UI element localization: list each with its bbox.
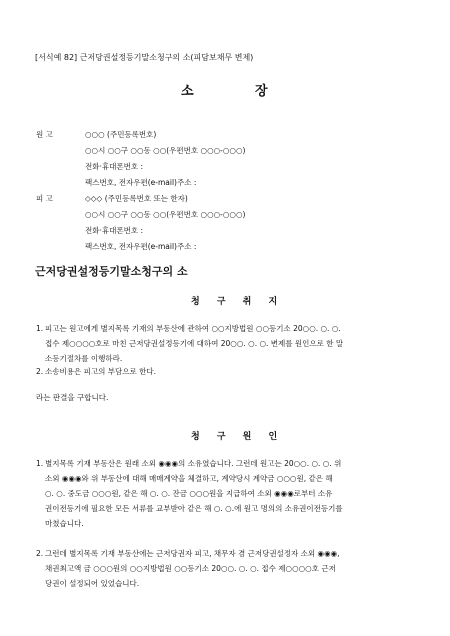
- paragraph-line: 그런데 별지목록 기재 부동산에는 근저당권자 피고, 채무자 겸 근저당권설정자 소외 ◉◉◉,: [45, 549, 340, 558]
- defendant-fax-email-line: 팩스번호, 전자우편(e-mail)주소 :: [85, 242, 197, 251]
- paragraph-line: 당권이 설정되어 있었습니다.: [45, 579, 140, 588]
- item-number: 2.: [36, 367, 44, 376]
- paragraph-line: 피고는 원고에게 별지목록 기재의 부동산에 관하여 ○○지방법원 ○○등기소 20○○. ○. ○.: [45, 324, 341, 333]
- paragraph-line: 소등기절차를 이행하라.: [45, 354, 123, 363]
- defendant-name-line: ◇◇◇ (주민등록번호 또는 한자): [85, 194, 188, 203]
- paragraph-line: 소외 ◉◉◉와 위 부동산에 대해 매매계약을 체결하고, 계약당시 계약금 ○○○원, 같은 해: [45, 474, 333, 483]
- paragraph-line: ○. ○. 중도금 ○○○원, 같은 해 ○. ○. 잔금 ○○○원을 지급하여 소외 ◉◉◉로부터 소유: [45, 489, 333, 498]
- case-title: 근저당권설정등기말소청구의 소: [35, 265, 188, 278]
- paragraph-line: 별지목록 기재 부동산은 원래 소외 ◉◉◉의 소유였습니다. 그런데 원고는 20○○. ○. ○. 위: [45, 459, 342, 468]
- plaintiff-label: 원 고: [36, 130, 53, 139]
- form-number: [서식예 82] 근저당권설정등기말소청구의 소(피담보채무 변제): [35, 53, 254, 62]
- paragraph-line: 소송비용은 피고의 부담으로 한다.: [45, 367, 156, 376]
- item-number: 1.: [36, 459, 44, 468]
- defendant-label: 피 고: [36, 194, 53, 203]
- plaintiff-phone-line: 전화·휴대폰번호 :: [85, 162, 144, 171]
- plaintiff-name-line: ○○○ (주민등록번호): [85, 130, 157, 139]
- claim-cause-title: 청 구 원 인: [191, 432, 285, 442]
- defendant-address-line: ○○시 ○○구 ○○동 ○○(우편번호 ○○○-○○○): [85, 210, 246, 219]
- claim-purpose-title: 청 구 취 지: [191, 297, 285, 307]
- plaintiff-address-line: ○○시 ○○구 ○○동 ○○(우편번호 ○○○-○○○): [85, 146, 246, 155]
- paragraph-line: 채권최고액 금 ○○○원의 ○○지방법원 ○○등기소 20○○. ○. ○. 접수 제○○○○호 근저: [45, 564, 336, 573]
- item-number: 2.: [36, 549, 44, 558]
- defendant-phone-line: 전화·휴대폰번호 :: [85, 226, 144, 235]
- document-title-char-2: 장: [255, 84, 268, 99]
- document-title-char-1: 소: [181, 84, 194, 99]
- item-number: 1.: [36, 324, 44, 333]
- paragraph-line: 마쳤습니다.: [45, 519, 84, 528]
- claim-purpose-closing: 라는 판결을 구합니다.: [36, 393, 109, 402]
- paragraph-line: 접수 제○○○○호로 마친 근저당권설정등기에 대하여 20○○. ○. ○. 변제를 원인으로 한 말: [45, 339, 344, 348]
- paragraph-line: 권이전등기에 필요한 모든 서류를 교부받아 같은 해 ○. ○.에 원고 명의의 소유권이전등기를: [45, 504, 343, 513]
- plaintiff-fax-email-line: 팩스번호, 전자우편(e-mail)주소 :: [85, 178, 197, 187]
